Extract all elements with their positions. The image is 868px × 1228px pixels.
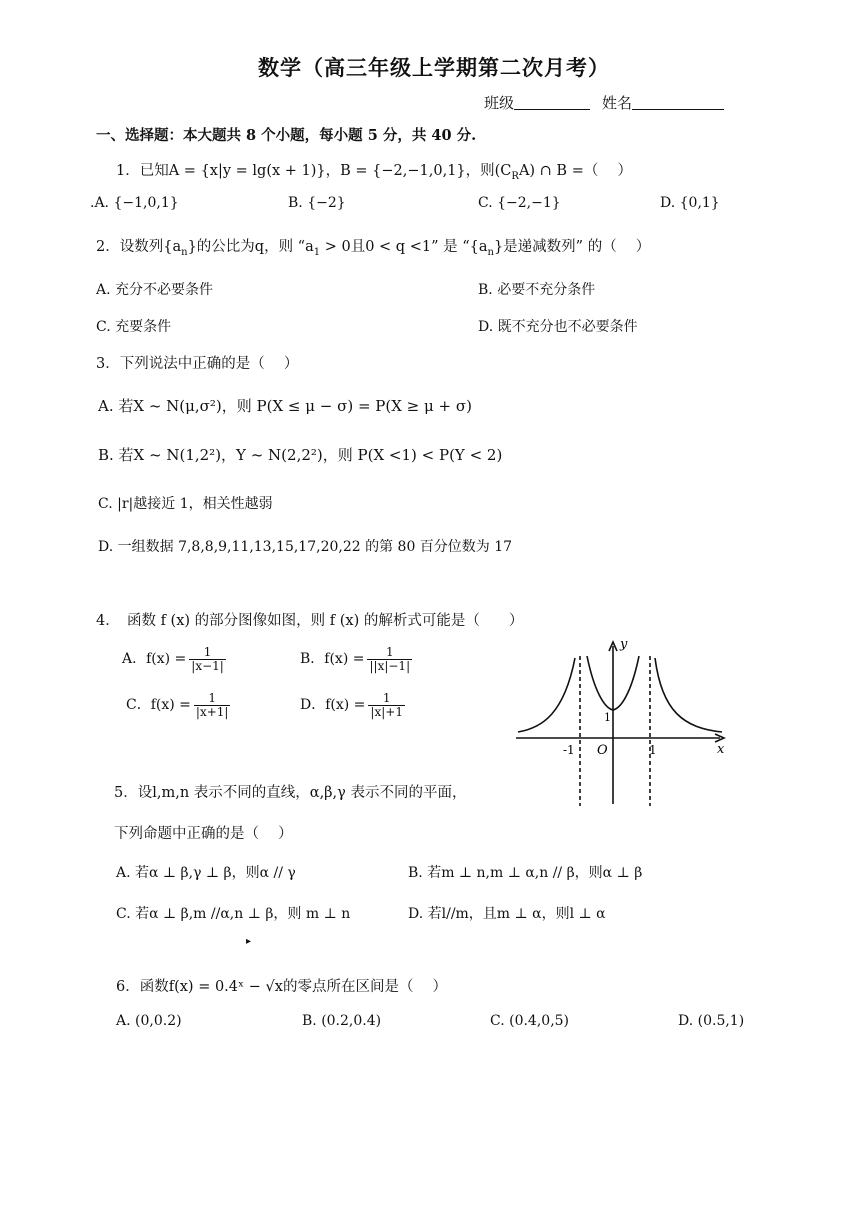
q5-stem: 5．设l,m,n 表示不同的直线，α,β,γ 表示不同的平面，: [114, 785, 467, 801]
q6-option-b: B. (0.2,0.4): [302, 1013, 382, 1029]
tick-label-neg-1: -1: [563, 743, 575, 757]
q5-option-a: A. 若α ⊥ β,γ ⊥ β，则α // γ: [116, 865, 296, 881]
q1-option-d: D. {0,1}: [660, 195, 720, 211]
q4-b-numerator: 1: [385, 645, 394, 659]
q1-stem-text: 1．已知A = {x|y = lg(x + 1)}，B = {−2,−1,0,1}，则(C: [116, 163, 512, 179]
q4-c-label: C．f(x) =: [126, 697, 191, 714]
name-field: [602, 92, 724, 113]
curve-left-branch: [518, 658, 575, 732]
class-label: 班级: [484, 94, 515, 112]
name-blank: [632, 95, 724, 110]
q4-a-numerator: 1: [203, 645, 212, 659]
q6-option-d: D. (0.5,1): [678, 1013, 745, 1029]
q4-c-fraction: [194, 692, 231, 718]
q2-option-c: C. 充要条件: [96, 319, 172, 335]
q4-option-b: [300, 646, 412, 672]
name-label: 姓名: [602, 94, 633, 112]
curve-right-branch: [655, 658, 722, 732]
exam-title: 数学（高三年级上学期第二次月考）: [258, 55, 610, 80]
q1-stem-tail: A) ∩ B =（ ）: [518, 163, 632, 179]
q2-stem-1: 2．设数列{a: [96, 239, 182, 255]
q6-option-c: C. (0.4,0,5): [490, 1013, 570, 1029]
q4-d-label: D．f(x) =: [300, 697, 366, 714]
q5-option-d: D. 若l//m，且m ⊥ α，则l ⊥ α: [408, 906, 606, 922]
q5-option-c: C. 若α ⊥ β,m //α,n ⊥ β，则 m ⊥ n: [116, 906, 351, 922]
x-axis-label: x: [717, 742, 725, 757]
q4-d-fraction: [368, 692, 405, 718]
tick-label-pos-1: 1: [649, 743, 657, 757]
q4-option-d: [300, 692, 405, 718]
y-axis-label: y: [620, 637, 628, 652]
q4-option-c: [126, 692, 230, 718]
q2-option-a: A. 充分不必要条件: [96, 282, 214, 298]
q1-option-c: C. {−2,−1}: [478, 195, 561, 211]
class-blank: [514, 95, 590, 110]
function-graph: [512, 632, 732, 810]
q4-stem: 4． 函数 f (x) 的部分图像如图，则 f (x) 的解析式可能是（ ）: [96, 613, 524, 629]
q2-option-b: B. 必要不充分条件: [478, 282, 596, 298]
q5-option-b: B. 若m ⊥ n,m ⊥ α,n // β，则α ⊥ β: [408, 865, 643, 881]
q2-sub-n: n: [181, 246, 188, 258]
q3-option-b: B. 若X ~ N(1,2²)，Y ~ N(2,2²)，则 P(X <1) < P(Y < 2): [98, 446, 503, 464]
q2-stem-2: }的公比为q，则 “a: [187, 239, 314, 255]
q3-option-d: D. 一组数据 7,8,8,9,11,13,15,17,20,22 的第 80 百分位数为 17: [98, 539, 513, 555]
q1-stem: [116, 159, 632, 182]
q4-option-a: [122, 646, 226, 672]
q2-stem-4: }是递减数列” 的（ ）: [493, 239, 651, 255]
q4-b-fraction: [367, 646, 412, 672]
q4-b-denominator: ||x|−1|: [369, 658, 411, 673]
q2-option-d: D. 既不充分也不必要条件: [478, 319, 638, 335]
q6-option-a: A. (0,0.2): [116, 1013, 182, 1029]
q3-option-a: A. 若X ~ N(μ,σ²)，则 P(X ≤ μ − σ) = P(X ≥ μ + σ): [98, 397, 472, 415]
q3-stem: 3．下列说法中正确的是（ ）: [96, 356, 299, 372]
q4-d-denominator: |x|+1: [370, 704, 403, 719]
q4-c-denominator: |x+1|: [195, 704, 229, 719]
q1-option-a: .A. {−1,0,1}: [90, 195, 179, 211]
q4-d-numerator: 1: [382, 691, 391, 705]
q4-b-label: B．f(x) =: [300, 651, 365, 668]
q4-a-fraction: [189, 646, 226, 672]
q6-stem: 6．函数f(x) = 0.4ˣ − √x的零点所在区间是（ ）: [116, 979, 448, 995]
q5-stem-2: 下列命题中正确的是（ ）: [114, 826, 293, 842]
y-intercept-label: 1: [604, 711, 611, 724]
ink-speck: ▸: [246, 936, 252, 947]
q4-a-label: A．f(x) =: [122, 651, 187, 668]
q3-option-c: C. |r|越接近 1，相关性越弱: [98, 496, 273, 512]
q4-a-denominator: |x−1|: [191, 658, 224, 673]
section-heading: 一、选择题：本大题共 8 个小题，每小题 5 分，共 40 分.: [96, 127, 477, 144]
q2-stem-3: > 0且0 < q <1” 是 “{a: [320, 239, 488, 255]
q2-stem: [96, 235, 650, 258]
q2-sub-1: 1: [313, 246, 321, 258]
q1-stem-sub: R: [511, 170, 519, 182]
q1-option-b: B. {−2}: [288, 195, 346, 211]
origin-label: O: [597, 743, 608, 758]
class-field: [484, 92, 590, 113]
q4-c-numerator: 1: [208, 691, 216, 705]
q2-sub-n2: n: [487, 246, 494, 258]
